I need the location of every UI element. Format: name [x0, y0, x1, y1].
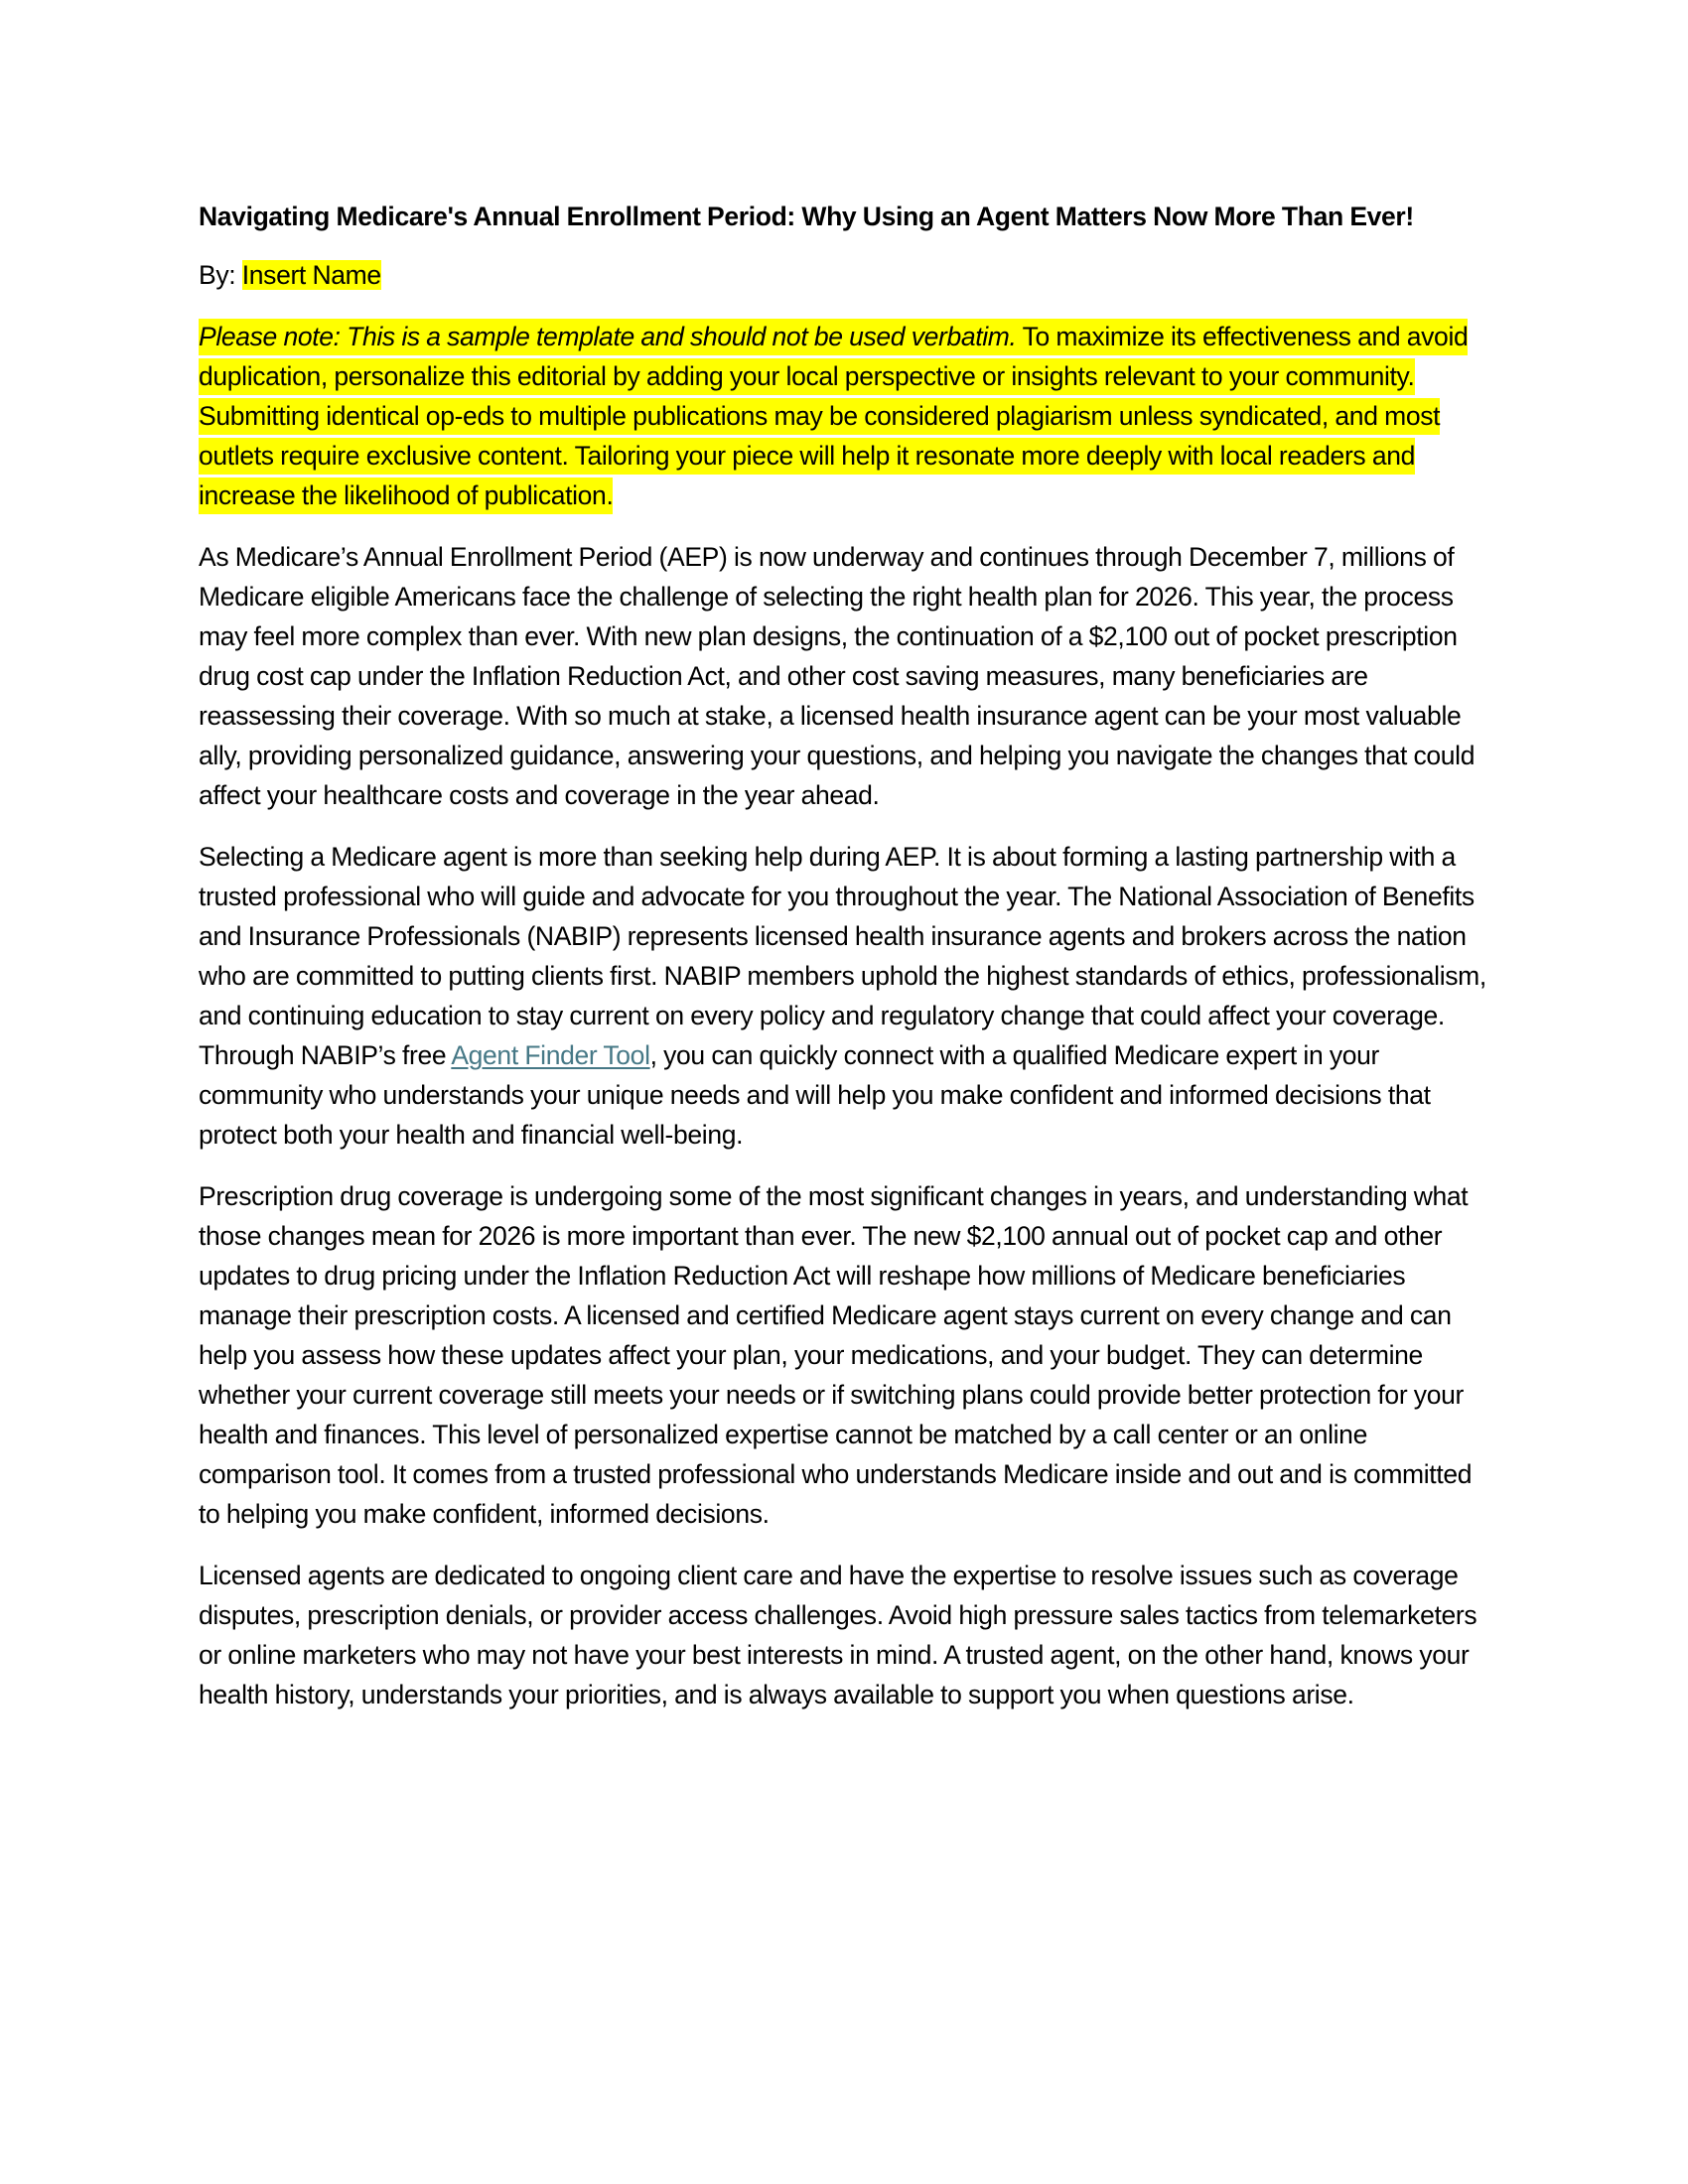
paragraph-prescription-drug: Prescription drug coverage is undergoing some of the most significant changes in years, and understanding what those changes mean for 2026 is more important than ever. The new $2,100 annual out of pocket cap and other updates to drug pricing under the Inflation Reduction Act will reshape how millions of Medicare beneficiaries manage their prescription costs. A licensed and certified Medicare agent stays current on every change and can help you assess how these updates affect your plan, your medications, and your budget. They can determine whether your current coverage still meets your needs or if switching plans could provide better protection for your health and finances. This level of personalized expertise cannot be matched by a call center or an online comparison tool. It comes from a trusted professional who understands Medicare inside and out and is committed to helping you make confident, informed decisions.	[199, 1181, 1473, 1529]
document-page	[199, 197, 1489, 1736]
document-title: Navigating Medicare's Annual Enrollment Period: Why Using an Agent Matters Now More Than Ever!	[199, 202, 1414, 231]
paragraph-text-before-link: Selecting a Medicare agent is more than seeking help during AEP. It is about forming a lasting partnership with a trusted professional who will guide and advocate for you throughout the year. The National Association of Benefits and Insurance Professionals (NABIP) represents licensed health insurance agents and brokers across the nation who are committed to putting clients first. NABIP members uphold the highest standards of ethics, professionalism, and continuing education to stay current on every policy and regulatory change that could affect your coverage. Through NABIP’s free	[199, 842, 1486, 1070]
paragraph-selecting-agent	[199, 837, 1489, 1155]
byline-prefix: By:	[199, 260, 242, 290]
agent-finder-tool-link[interactable]: Agent Finder Tool	[451, 1040, 650, 1070]
disclaimer-italic-lead: Please note: This is a sample template and should not be used verbatim.	[199, 322, 1017, 351]
byline	[199, 255, 1489, 295]
disclaimer-highlight	[199, 319, 1468, 514]
author-name-placeholder: Insert Name	[241, 260, 381, 290]
paragraph-text-after-link: , you can quickly connect with a qualified Medicare expert in your community who understands your unique needs and will help you make confident and informed decisions that protect both your health and financial well-being.	[199, 1040, 1431, 1150]
template-disclaimer-note	[199, 317, 1489, 515]
disclaimer-body: To maximize its effectiveness and avoid duplication, personalize this editorial by adding your local perspective or insights relevant to your community. Submitting identical op-eds to multiple publications may be considered plagiarism unless syndicated, and most outlets require exclusive content. Tailoring your piece will help it resonate more deeply with local readers and increase the likelihood of publication.	[199, 322, 1469, 510]
paragraph-aep-intro: As Medicare’s Annual Enrollment Period (AEP) is now underway and continues through December 7, millions of Medicare eligible Americans face the challenge of selecting the right health plan for 2026. This year, the process may feel more complex than ever. With new plan designs, the continuation of a $2,100 out of pocket prescription drug cost cap under the Inflation Reduction Act, and other cost saving measures, many beneficiaries are reassessing their coverage. With so much at stake, a licensed health insurance agent can be your most valuable ally, providing personalized guidance, answering your questions, and helping you navigate the changes that could affect your healthcare costs and coverage in the year ahead.	[199, 542, 1476, 810]
paragraph-licensed-agents: Licensed agents are dedicated to ongoing client care and have the expertise to resolve issues such as coverage disputes, prescription denials, or provider access challenges. Avoid high pressure sales tactics from telemarketers or online marketers who may not have your best interests in mind. A trusted agent, on the other hand, knows your health history, understands your priorities, and is always available to support you when questions arise.	[199, 1561, 1477, 1709]
